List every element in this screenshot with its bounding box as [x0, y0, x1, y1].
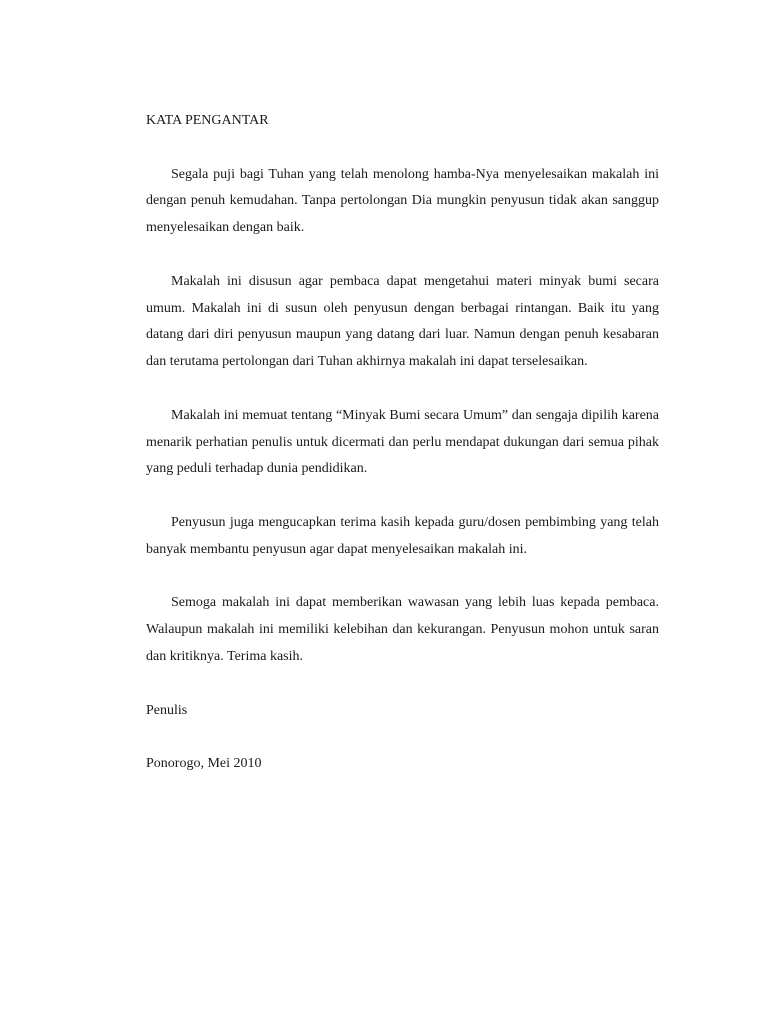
paragraph-1: Segala puji bagi Tuhan yang telah menolong hamba-Nya menyelesaikan makalah ini dengan penuh kemudahan. Tanpa pertolongan Dia mungkin penyusun tidak akan sanggup menyelesaikan dengan baik. — [146, 166, 659, 236]
author-label: Penulis — [146, 702, 188, 718]
paragraph-2: Makalah ini disusun agar pembaca dapat mengetahui materi minyak bumi secara umum. Makalah ini di susun oleh penyusun dengan berbagai rintangan. Baik itu yang datang dari diri penyusun maupun yang datang dari luar. Namun dengan penuh kesabaran dan terutama pertolongan dari Tuhan akhirnya makalah ini dapat terselesaikan. — [146, 273, 659, 370]
document-title: KATA PENGANTAR — [146, 113, 269, 128]
paragraph-3: Makalah ini memuat tentang “Minyak Bumi secara Umum” dan sengaja dipilih karena menarik perhatian penulis untuk dicermati dan perlu mendapat dukungan dari semua pihak yang peduli terhadap dunia pendidikan. — [146, 407, 659, 477]
paragraph-5: Semoga makalah ini dapat memberikan wawasan yang lebih luas kepada pembaca. Walaupun makalah ini memiliki kelebihan dan kekurangan. Penyusun mohon untuk saran dan kritiknya. Terima kasih. — [146, 595, 659, 664]
document-page — [146, 108, 659, 778]
place-date: Ponorogo, Mei 2010 — [146, 756, 262, 772]
paragraph-4: Penyusun juga mengucapkan terima kasih kepada guru/dosen pembimbing yang telah banyak membantu penyusun agar dapat menyelesaikan makalah ini. — [146, 514, 659, 557]
